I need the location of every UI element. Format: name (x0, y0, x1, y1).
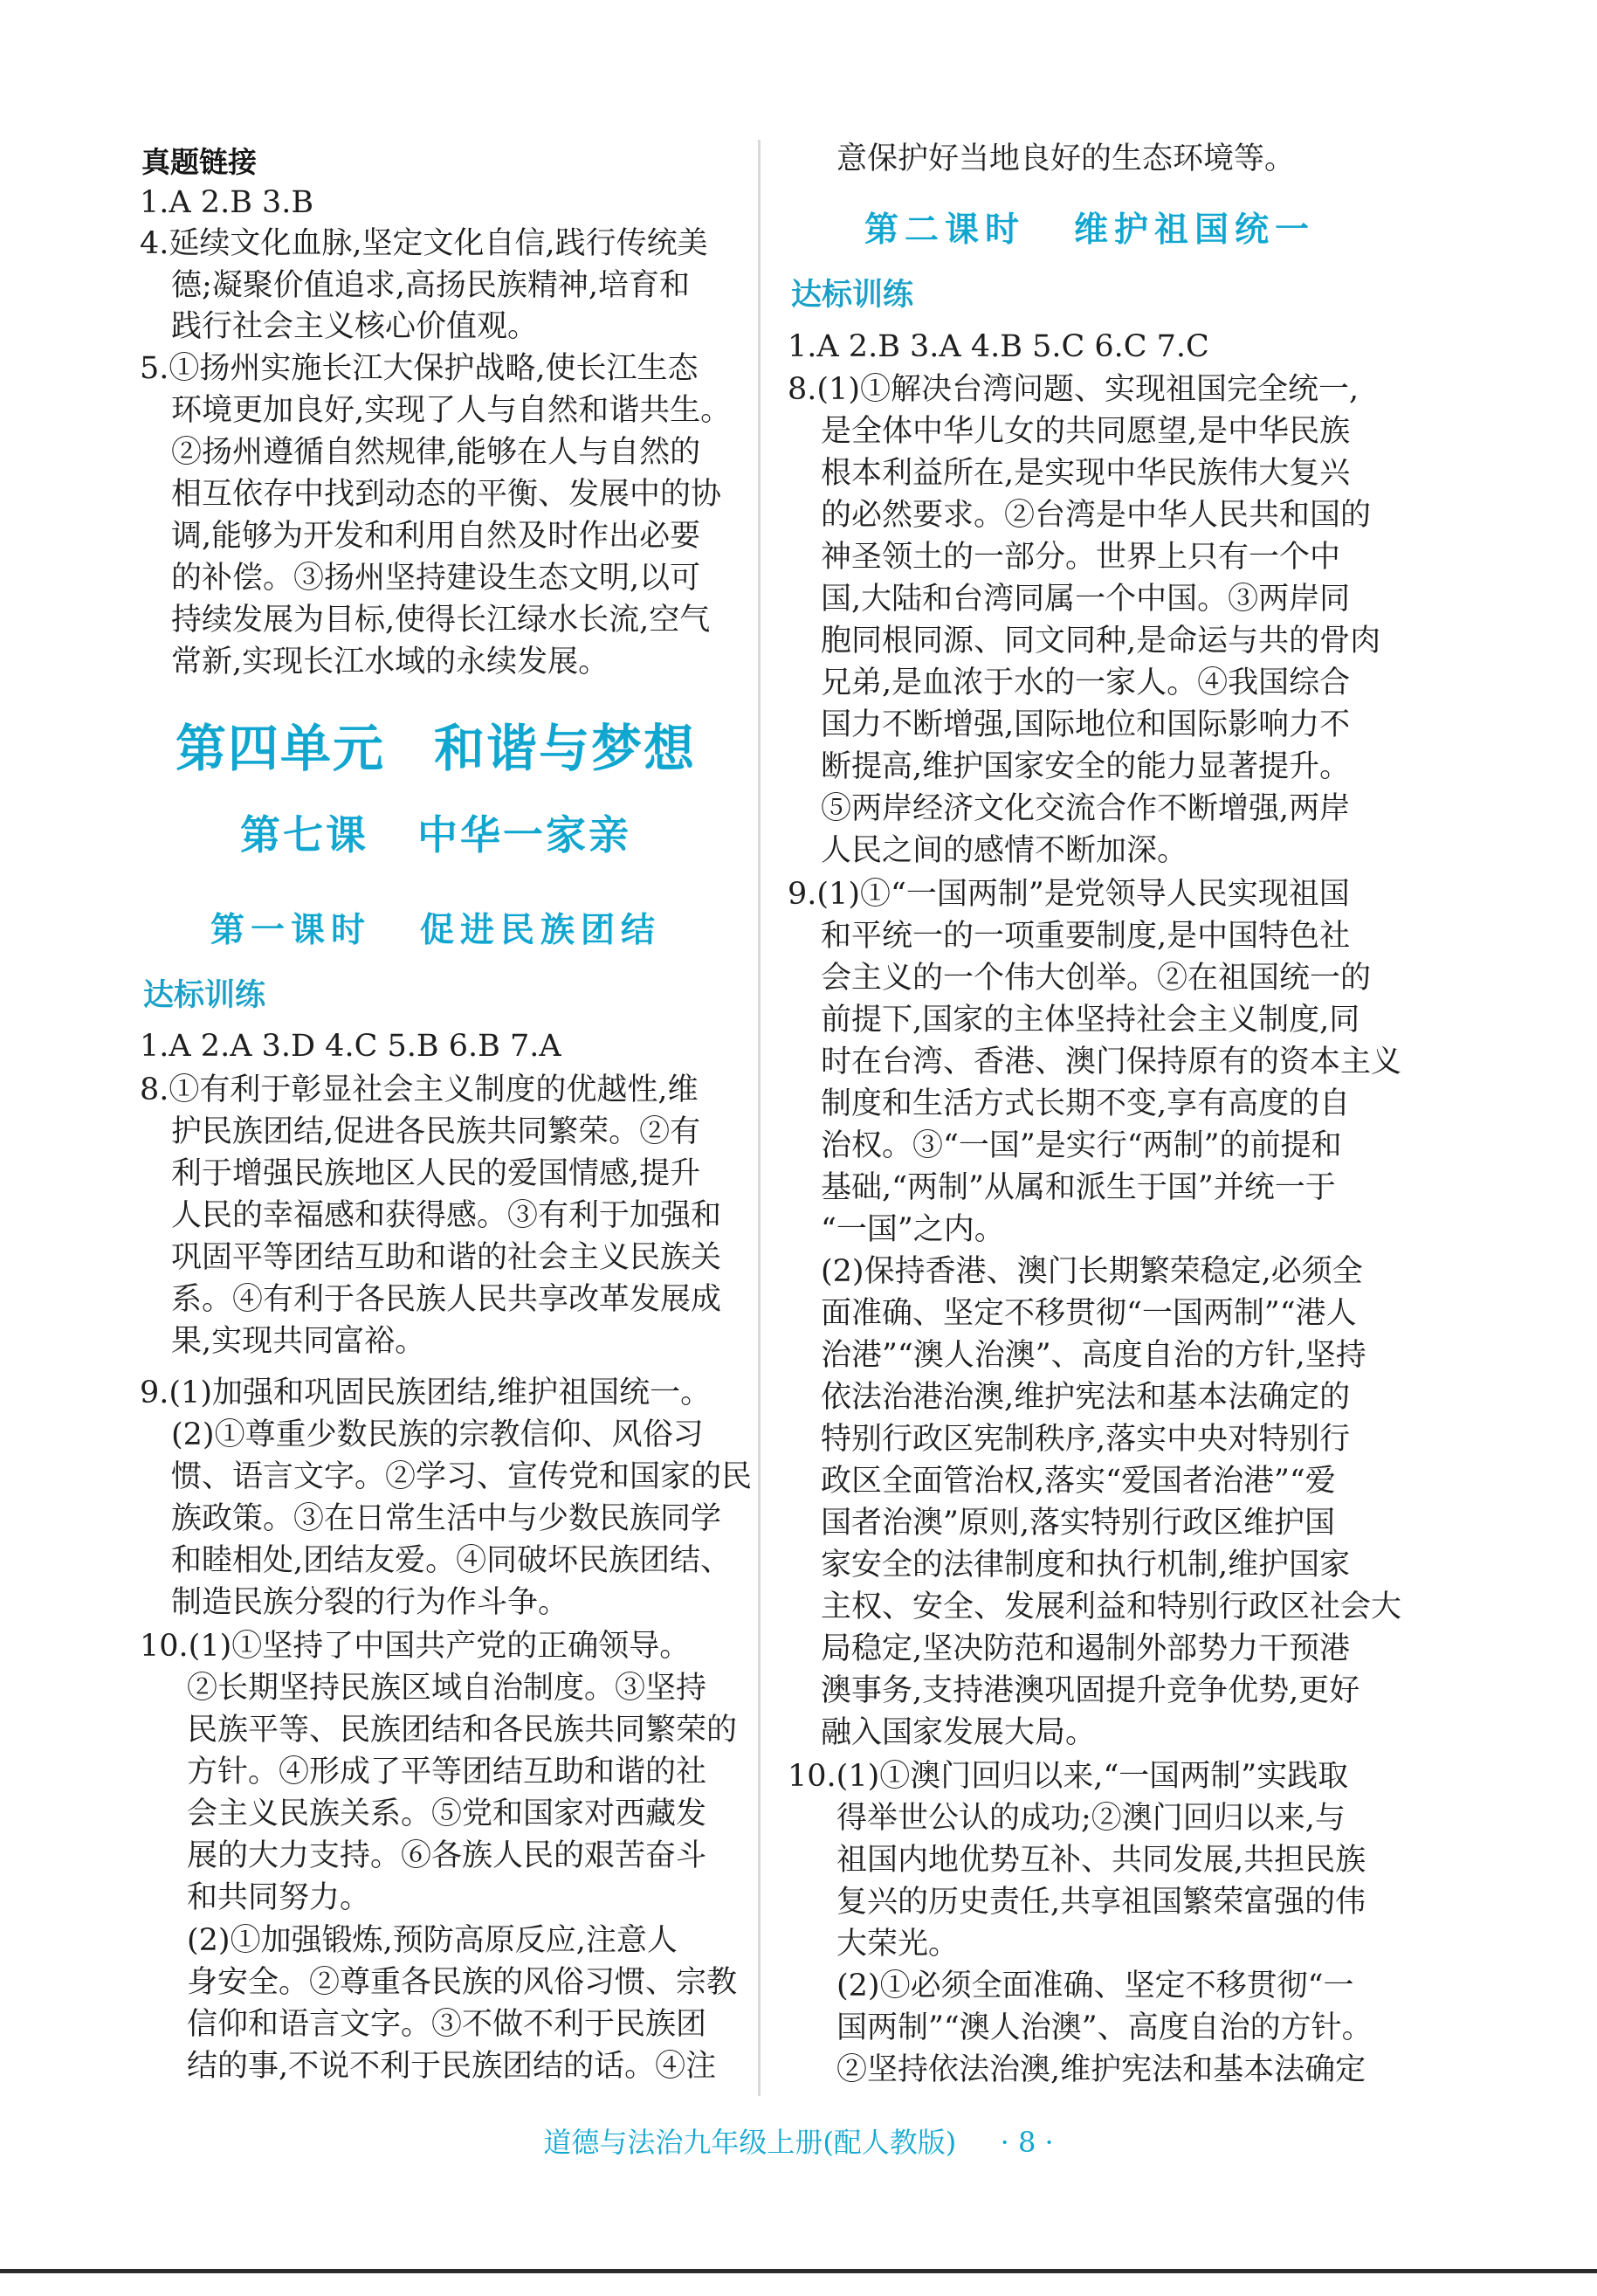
right-q9-line: 澳事务,支持港澳巩固提升竞争优势,更好 (821, 1673, 1360, 1708)
right-q9-line: 时在台湾、香港、澳门保持原有的资本主义 (821, 1045, 1402, 1079)
lesson-title (240, 803, 631, 861)
right-q9-line: 9.(1)①“一国两制”是党领导人民实现祖国 (788, 877, 1350, 912)
left-q9-line: 9.(1)加强和巩固民族团结,维护祖国统一。 (140, 1376, 712, 1410)
left-q10-line: 方针。④形成了平等团结互助和谐的社 (187, 1755, 707, 1789)
right-q9-line: 主权、安全、发展利益和特别行政区社会大 (821, 1589, 1402, 1624)
period-title-name: 促进民族团结 (420, 911, 662, 950)
zhenti-q5-line: 调,能够为开发和利用自然及时作出必要 (171, 519, 701, 554)
dabiao-heading-right: 达标训练 (791, 278, 914, 313)
left-q10-line: 和共同努力。 (187, 1880, 371, 1915)
zhenti-q5-line: 5.①扬州实施长江大保护战略,使长江生态 (140, 351, 699, 386)
left-q10-line: 信仰和语言文字。③不做不利于民族团 (187, 2007, 707, 2042)
right-q9-line: 家安全的法律制度和执行机制,维护国家 (821, 1548, 1351, 1582)
bottom-rule (0, 2269, 1597, 2273)
left-q10-line: (2)①加强锻炼,预防高原反应,注意人 (187, 1923, 678, 1958)
right-q9-line: 国者治澳”原则,落实特别行政区维护国 (821, 1506, 1336, 1541)
left-q8-line: 利于增强民族地区人民的爱国情感,提升 (171, 1156, 701, 1191)
unit-title-name: 和谐与梦想 (434, 719, 697, 778)
left-q10-line: 10.(1)①坚持了中国共产党的正确领导。 (140, 1629, 691, 1664)
left-q10-line: 展的大力支持。⑥各族人民的艰苦奋斗 (187, 1838, 707, 1873)
left-q10-line: 结的事,不说不利于民族团结的话。④注 (187, 2049, 717, 2084)
right-q10-line: 得举世公认的成功;②澳门回归以来,与 (836, 1801, 1346, 1836)
right-q8-line: 国力不断增强,国际地位和国际影响力不 (821, 707, 1351, 742)
left-q8-line: 8.①有利于彰显社会主义制度的优越性,维 (140, 1072, 699, 1107)
right-q9-line: 特别行政区宪制秩序,落实中央对特别行 (821, 1422, 1351, 1457)
right-q10-line: 祖国内地优势互补、共同发展,共担民族 (836, 1843, 1366, 1878)
right-q9-line: 治港”“澳人治澳”、高度自治的方针,坚持 (821, 1338, 1366, 1373)
left-q9-line: 和睦相处,团结友爱。④同破坏民族团结、 (171, 1543, 732, 1578)
left-q10-line: 会主义民族关系。⑤党和国家对西藏发 (187, 1796, 707, 1831)
footer-page-number: · 8 · (1000, 2126, 1054, 2159)
zhenti-q5-line: 常新,实现长江水域的永续发展。 (171, 645, 609, 679)
left-q9-line: 族政策。③在日常生活中与少数民族同学 (171, 1501, 722, 1536)
zhenti-q5-line: 环境更加良好,实现了人与自然和谐共生。 (171, 393, 732, 428)
column-divider (758, 140, 761, 2096)
right-q8-line: 人民之间的感情不断加深。 (821, 833, 1188, 868)
period-title-2 (864, 203, 1315, 252)
right-q9-line: (2)保持香港、澳门长期繁荣稳定,必须全 (821, 1254, 1363, 1289)
left-q8-line: 果,实现共同富裕。 (171, 1324, 426, 1359)
right-q9-line: 制度和生活方式长期不变,享有高度的自 (821, 1086, 1351, 1121)
right-q9-line: 局稳定,坚决防范和遏制外部势力干预港 (821, 1631, 1351, 1666)
zhenti-q4-line: 践行社会主义核心价值观。 (171, 309, 539, 344)
right-q8-line: 根本利益所在,是实现中华民族伟大复兴 (821, 456, 1351, 491)
zhenti-q5-line: 相互依存中找到动态的平衡、发展中的协 (171, 477, 722, 512)
zhenti-q4-line: 4.延续文化血脉,坚定文化自信,践行传统美 (140, 226, 708, 261)
lesson-title-name: 中华一家亲 (417, 811, 631, 858)
right-q9-line: 基础,“两制”从属和派生于国”并统一于 (821, 1170, 1336, 1205)
left-q9-line: (2)①尊重少数民族的宗教信仰、风俗习 (171, 1417, 704, 1452)
dabiao-heading-left: 达标训练 (143, 978, 266, 1013)
right-q9-line: 面准确、坚定不移贯彻“一国两制”“港人 (821, 1296, 1357, 1331)
right-q8-line: 8.(1)①解决台湾问题、实现祖国完全统一, (788, 372, 1360, 407)
right-q9-line: 治权。③“一国”是实行“两制”的前提和 (821, 1128, 1342, 1163)
carryover-line: 意保护好当地良好的生态环境等。 (836, 141, 1296, 176)
right-q8-line: ⑤两岸经济文化交流合作不断增强,两岸 (821, 791, 1351, 826)
period-title-1 (210, 903, 661, 952)
zhenti-q5-line: 的补偿。③扬州坚持建设生态文明,以可 (171, 561, 701, 596)
right-q8-line: 的必然要求。②台湾是中华人民共和国的 (821, 498, 1372, 533)
right-q8-line: 兄弟,是血浓于水的一家人。④我国综合 (821, 665, 1351, 700)
left-q10-line: 民族平等、民族团结和各民族共同繁荣的 (187, 1713, 738, 1748)
right-q9-line: 会主义的一个伟大创举。②在祖国统一的 (821, 961, 1372, 996)
zhenti-answers: 1.A 2.B 3.B (140, 185, 314, 220)
zhenti-heading: 真题链接 (141, 145, 257, 179)
right-q8-line: 国,大陆和台湾同属一个中国。③两岸同 (821, 582, 1351, 617)
period-title-name: 维护祖国统一 (1074, 210, 1316, 250)
left-q8-line: 系。④有利于各民族人民共享改革发展成 (171, 1282, 722, 1317)
right-q8-line: 是全体中华儿女的共同愿望,是中华民族 (821, 414, 1351, 449)
right-q10-line: 大荣光。 (836, 1927, 960, 1962)
unit-title-number: 第四单元 (175, 719, 385, 778)
left-q10-line: ②长期坚持民族区域自治制度。③坚持 (187, 1671, 707, 1706)
period-title-number: 第一课时 (210, 911, 371, 950)
right-q9-line: 前提下,国家的主体坚持社会主义制度,同 (821, 1003, 1360, 1038)
period-title-number: 第二课时 (864, 210, 1025, 250)
right-q8-line: 断提高,维护国家安全的能力显著提升。 (821, 749, 1351, 784)
footer-book-title: 道德与法治九年级上册(配人教版) (543, 2126, 957, 2159)
left-q8-line: 巩固平等团结互助和谐的社会主义民族关 (171, 1240, 722, 1275)
right-q9-line: 融入国家发展大局。 (821, 1715, 1097, 1750)
left-q8-line: 人民的幸福感和获得感。③有利于加强和 (171, 1198, 722, 1233)
left-q9-line: 惯、语言文字。②学习、宣传党和国家的民 (171, 1459, 753, 1494)
dabiao-answers-left: 1.A 2.A 3.D 4.C 5.B 6.B 7.A (140, 1029, 561, 1064)
zhenti-q4-line: 德;凝聚价值追求,高扬民族精神,培育和 (171, 268, 691, 303)
zhenti-q5-line: ②扬州遵循自然规律,能够在人与自然的 (171, 435, 701, 470)
right-q8-line: 神圣领土的一部分。世界上只有一个中 (821, 540, 1341, 575)
lesson-title-number: 第七课 (240, 811, 368, 858)
dabiao-answers-right: 1.A 2.B 3.A 4.B 5.C 6.C 7.C (788, 329, 1209, 364)
left-q10-line: 身安全。②尊重各民族的风俗习惯、宗教 (187, 1965, 738, 2000)
right-q10-line: 10.(1)①澳门回归以来,“一国两制”实践取 (788, 1759, 1349, 1794)
page-footer (0, 2120, 1597, 2161)
right-q10-line: (2)①必须全面准确、坚定不移贯彻“一 (836, 1968, 1354, 2003)
zhenti-q5-line: 持续发展为目标,使得长江绿水长流,空气 (171, 603, 711, 638)
right-q10-line: 复兴的历史责任,共享祖国繁荣富强的伟 (836, 1885, 1366, 1920)
right-q8-line: 胞同根同源、同文同种,是命运与共的骨肉 (821, 624, 1381, 658)
left-q8-line: 护民族团结,促进各民族共同繁荣。②有 (171, 1114, 701, 1149)
left-q9-line: 制造民族分裂的行为作斗争。 (171, 1585, 569, 1620)
right-q9-line: “一国”之内。 (821, 1212, 1005, 1247)
right-q9-line: 依法治港治澳,维护宪法和基本法确定的 (821, 1380, 1351, 1415)
right-q10-line: 国两制”“澳人治澳”、高度自治的方针。 (836, 2010, 1373, 2045)
unit-title (176, 707, 696, 781)
right-q9-line: 政区全面管治权,落实“爱国者治港”“爱 (821, 1464, 1336, 1499)
right-q10-line: ②坚持依法治澳,维护宪法和基本法确定 (836, 2052, 1366, 2087)
right-q9-line: 和平统一的一项重要制度,是中国特色社 (821, 919, 1351, 954)
